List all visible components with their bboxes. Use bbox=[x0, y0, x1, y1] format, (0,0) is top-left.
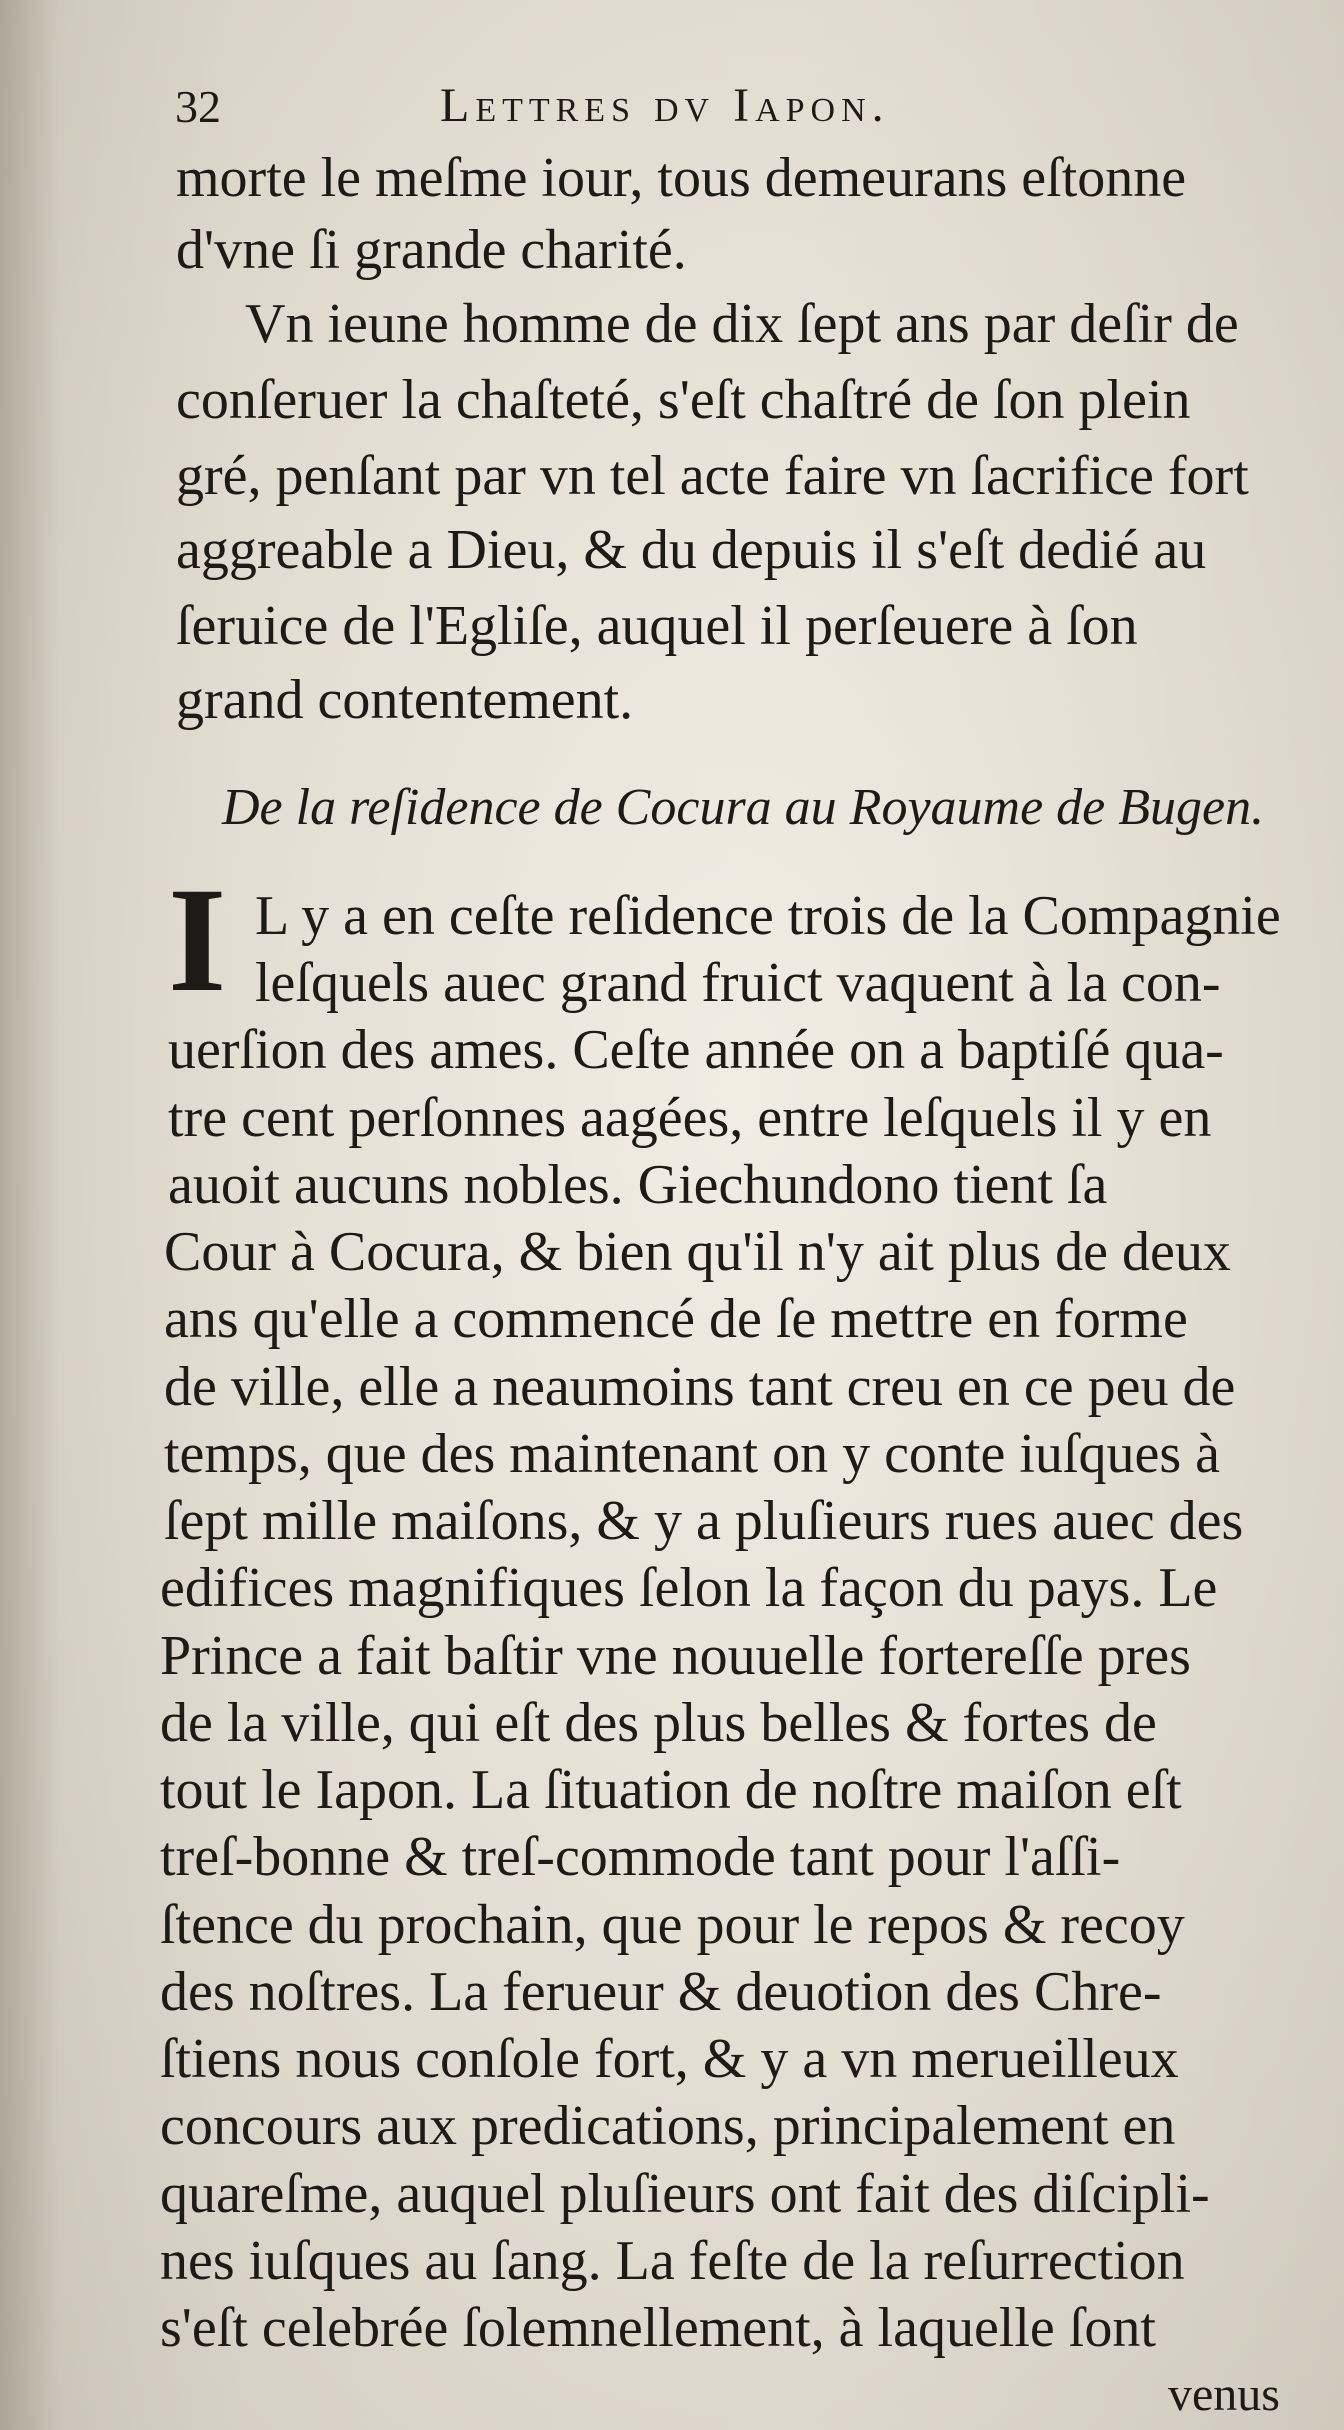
text-line: Vn ieune homme de dix ſept ans par deſir de bbox=[245, 293, 1239, 355]
text-line: ſeruice de l'Egliſe, auquel il perſeuere à ſon bbox=[176, 595, 1138, 657]
text-line: ſtiens nous conſole fort, & y a vn merueilleux bbox=[160, 2028, 1179, 2090]
text-line: L y a en ceſte reſidence trois de la Compagnie bbox=[255, 885, 1281, 947]
text-line: ſept mille maiſons, & y a pluſieurs rues auec des bbox=[164, 1490, 1244, 1552]
catchword: venus bbox=[1168, 2368, 1280, 2421]
text-line: conſeruer la chaſteté, s'eſt chaſtré de ſon plein bbox=[176, 369, 1191, 431]
text-line: ans qu'elle a commencé de ſe mettre en forme bbox=[164, 1288, 1188, 1350]
text-line: Cour à Cocura, & bien qu'il n'y ait plus de deux bbox=[164, 1221, 1231, 1283]
text-line: s'eſt celebrée ſolemnellement, à laquelle ſont bbox=[160, 2297, 1156, 2359]
text-line: ſtence du prochain, que pour le repos & recoy bbox=[160, 1894, 1185, 1956]
text-line: edifices magnifiques ſelon la façon du pays. Le bbox=[160, 1557, 1218, 1619]
text-line: treſ-bonne & treſ-commode tant pour l'aſſi- bbox=[160, 1826, 1121, 1888]
text-line: aggreable a Dieu, & du depuis il s'eſt dedié au bbox=[176, 519, 1207, 581]
text-line: gré, penſant par vn tel acte faire vn ſacrifice fort bbox=[176, 445, 1249, 507]
text-line: des noſtres. La ferueur & deuotion des Chre- bbox=[160, 1961, 1162, 2023]
text-line: uerſion des ames. Ceſte année on a baptiſé qua- bbox=[168, 1019, 1224, 1081]
text-line: tout le Iapon. La ſituation de noſtre maiſon eſt bbox=[160, 1759, 1182, 1821]
text-line: grand contentement. bbox=[176, 669, 634, 731]
text-line: nes iuſques au ſang. La feſte de la reſurrection bbox=[160, 2230, 1185, 2292]
text-line: leſquels auec grand fruict vaquent à la con- bbox=[255, 952, 1221, 1014]
text-line: temps, que des maintenant on y conte iuſques à bbox=[164, 1423, 1220, 1485]
text-line: quareſme, auquel pluſieurs ont fait des diſcipli- bbox=[160, 2163, 1210, 2225]
text-line: Prince a fait baſtir vne nouuelle fortereſſe pres bbox=[160, 1625, 1191, 1687]
page-number: 32 bbox=[175, 81, 221, 132]
drop-cap: I bbox=[168, 857, 227, 1023]
text-line: de la ville, qui eſt des plus belles & fortes de bbox=[160, 1692, 1157, 1754]
running-title: Lettres dv Iapon. bbox=[440, 79, 890, 132]
text-line: d'vne ſi grande charité. bbox=[176, 219, 687, 281]
text-line: auoit aucuns nobles. Giechundono tient ſa bbox=[168, 1154, 1108, 1216]
text-line: tre cent perſonnes aagées, entre leſquels il y en bbox=[168, 1087, 1212, 1149]
text-line: de ville, elle a neaumoins tant creu en ce peu de bbox=[164, 1356, 1236, 1418]
text-line: morte le meſme iour, tous demeurans eſtonne bbox=[176, 147, 1187, 209]
text-line: concours aux predications, principalement en bbox=[160, 2095, 1176, 2157]
section-heading: De la reſidence de Cocura au Royaume de Bugen. bbox=[222, 779, 1265, 836]
